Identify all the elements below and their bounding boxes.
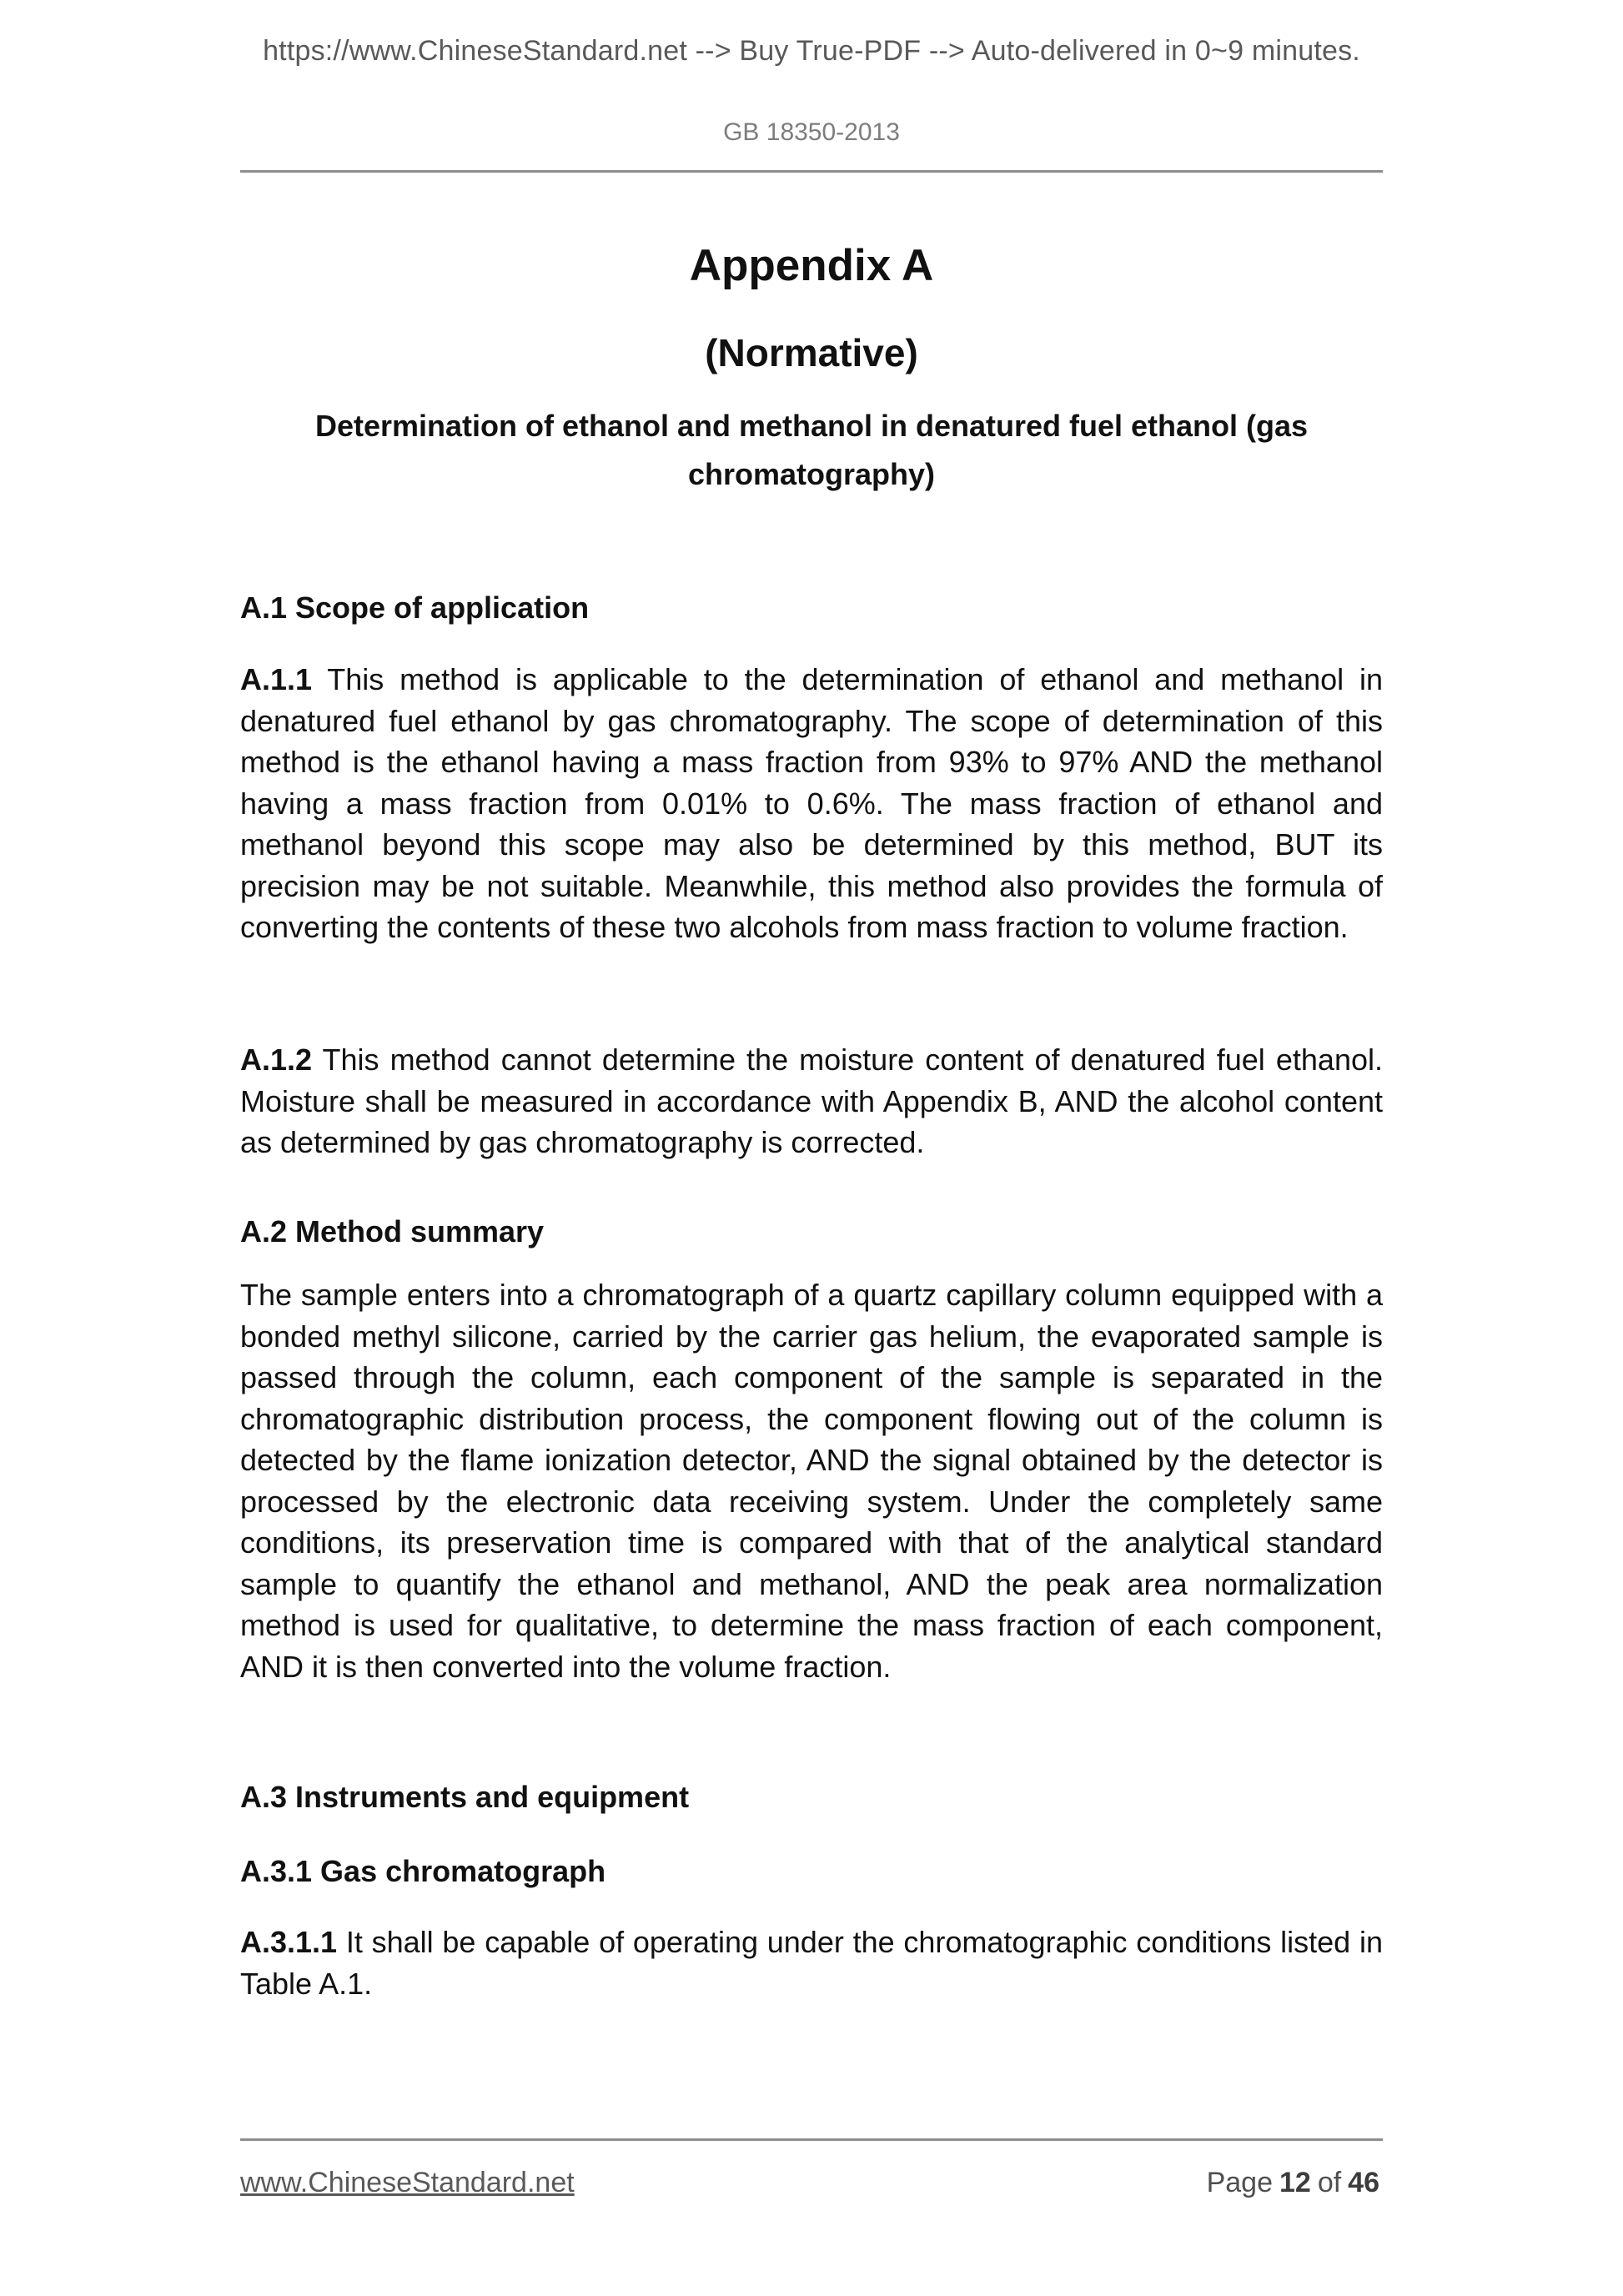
footer-of-label: of — [1317, 2167, 1342, 2198]
paragraph-a11-text: This method is applicable to the determination of ethanol and methanol in denatured fuel ethanol by gas chromatography. The scope of determination of this method is the ethanol having a mass fraction from 93% to 97% AND the methanol having a mass fraction from 0.01% to 0.6%. The mass fraction of ethanol and methanol beyond this scope may also be determined by this method, BUT its precision may be not suitable. Meanwhile, this method also provides the formula of converting the contents of these two alcohols from mass fraction to volume fraction. — [240, 662, 1384, 944]
paragraph-a11 — [240, 659, 1383, 948]
section-heading-a1: A.1 Scope of application — [240, 590, 590, 625]
paragraph-a311 — [240, 1922, 1383, 2004]
paragraph-a12-text: This method cannot determine the moisture content of denatured fuel ethanol. Moisture shall be measured in accordance with Appendix B, AND the alcohol content as determined by gas chromatography is corrected. — [240, 1042, 1383, 1159]
section-heading-a31: A.3.1 Gas chromatograph — [240, 1854, 606, 1888]
paragraph-a12 — [240, 1039, 1383, 1163]
document-number: GB 18350-2013 — [723, 118, 900, 146]
paragraph-method-summary: The sample enters into a chromatograph of a quartz capillary column equipped with a bonded methyl silicone, carried by the carrier gas helium, the evaporated sample is passed through the column, each component of the sample is separated in the chromatographic distribution process, the component flowing out of the column is detected by the flame ionization detector, AND the signal obtained by the detector is processed by the electronic data receiving system. Under the completely same conditions, its preservation time is compared with that of the analytical standard sample to quantify the ethanol and methanol, AND the peak area normalization method is used for qualitative, to determine the mass fraction of each component, AND it is then converted into the volume fraction. — [240, 1278, 1383, 1684]
footer-page-info — [240, 2167, 1383, 2199]
appendix-title: Appendix A — [689, 241, 934, 290]
normative-subtitle: (Normative) — [705, 331, 918, 374]
paragraph-a311-text: It shall be capable of operating under the chromatographic conditions listed in Table A.1. — [240, 1925, 1383, 2001]
paragraph-a311-label: A.3.1.1 — [240, 1925, 338, 1959]
section-heading-a2: A.2 Method summary — [240, 1214, 545, 1248]
document-subtitle: Determination of ethanol and methanol in denatured fuel ethanol (gas chromatography) — [314, 409, 1309, 491]
footer-divider — [240, 2138, 1383, 2141]
header-url-text: https://www.ChineseStandard.net --> Buy True-PDF --> Auto-delivered in 0~9 minutes. — [263, 35, 1360, 67]
paragraph-a11-label: A.1.1 — [240, 662, 313, 696]
header-divider — [240, 170, 1383, 173]
footer-page-current: 12 — [1279, 2167, 1311, 2198]
footer-page-label: Page — [1206, 2167, 1273, 2198]
section-heading-a3: A.3 Instruments and equipment — [240, 1780, 690, 1814]
paragraph-a12-label: A.1.2 — [240, 1042, 313, 1077]
footer-page-total: 46 — [1348, 2167, 1379, 2198]
footer-site-link[interactable]: www.ChineseStandard.net — [240, 2167, 575, 2198]
